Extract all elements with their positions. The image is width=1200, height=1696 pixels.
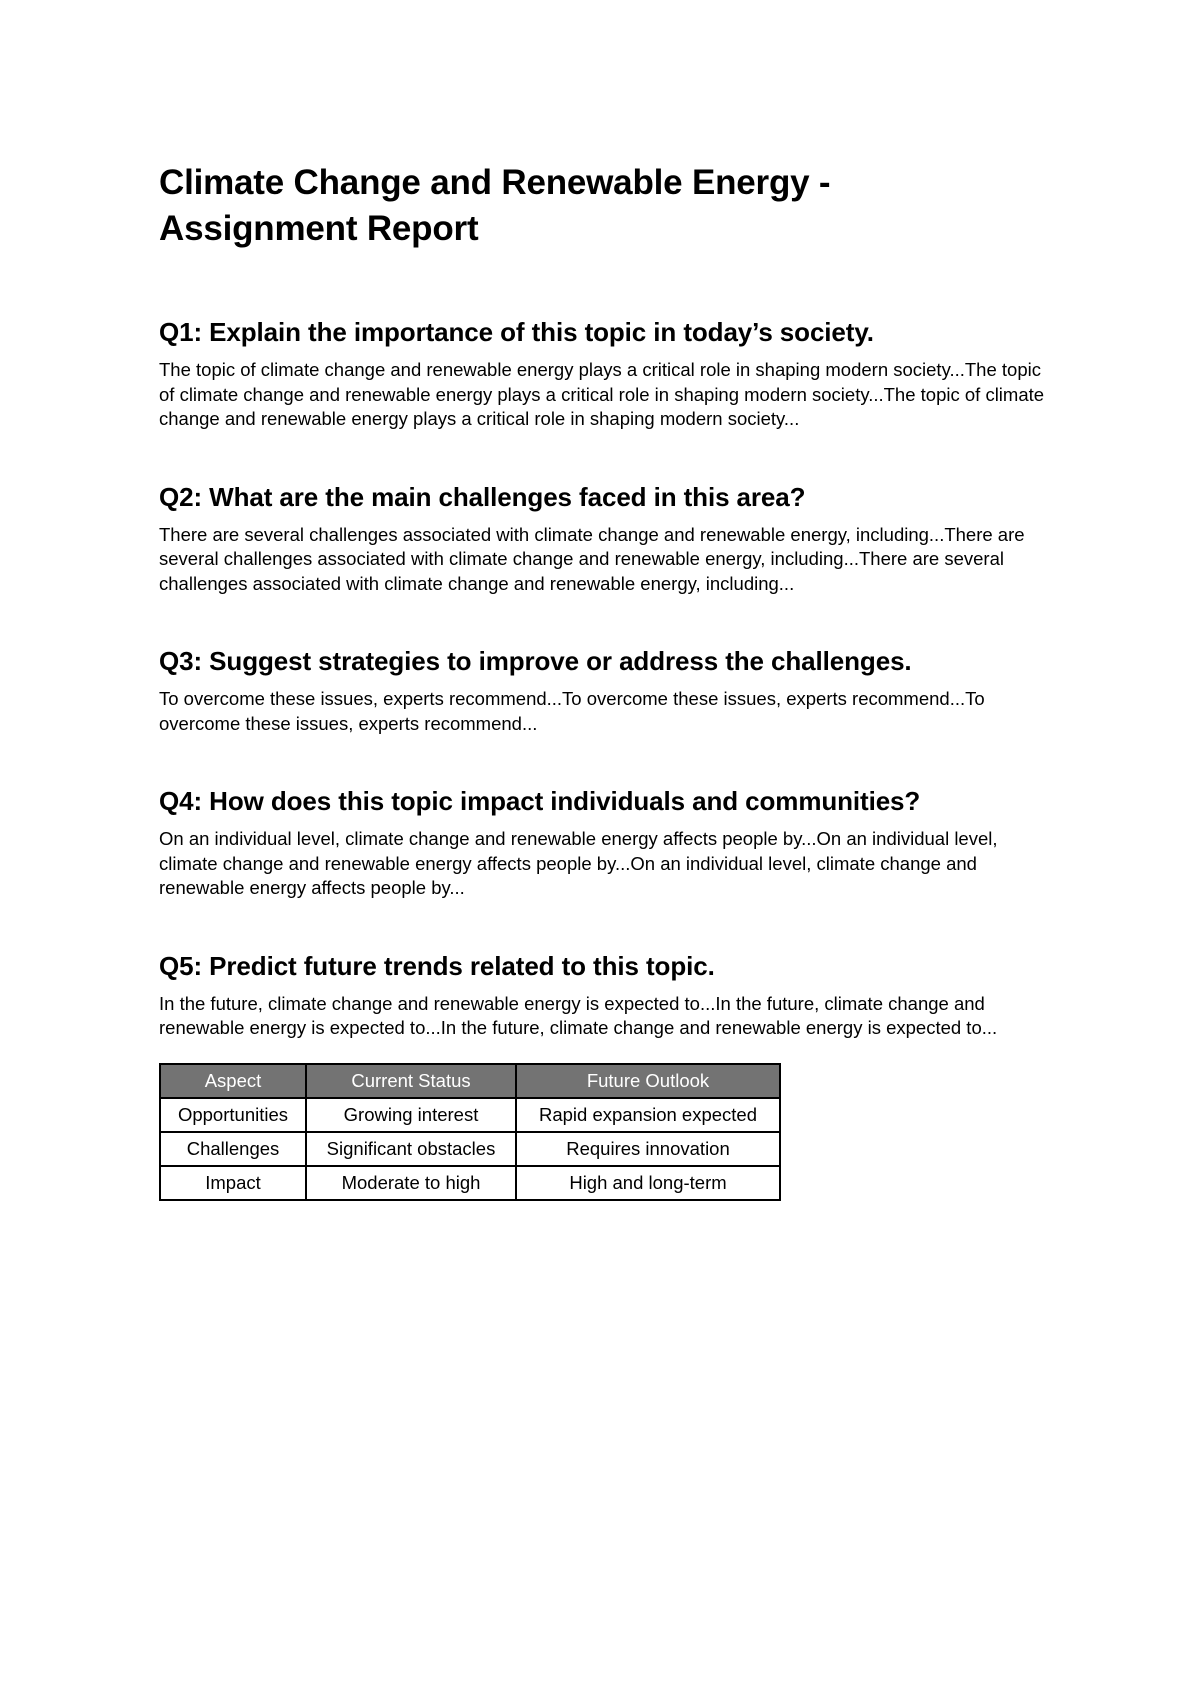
- header-current-status: Current Status: [306, 1064, 516, 1098]
- answer-text-q2: There are several challenges associated with climate change and renewable energy, including...There are several challenges associated with climate change and renewable energy, including...There are several challenges associated with climate change and renewable energy, including...: [159, 523, 1025, 594]
- summary-table: [159, 1063, 781, 1201]
- section-q5: [159, 950, 1059, 1041]
- title-line-2: Assignment Report: [159, 209, 479, 248]
- table-cell: Growing interest: [306, 1098, 516, 1132]
- table-cell: Challenges: [160, 1132, 306, 1166]
- table-row: [160, 1132, 780, 1166]
- table-row: [160, 1166, 780, 1200]
- section-q3: [159, 645, 1059, 736]
- table-cell: Moderate to high: [306, 1166, 516, 1200]
- header-future-outlook: Future Outlook: [516, 1064, 780, 1098]
- table-cell: Significant obstacles: [306, 1132, 516, 1166]
- title-line-1: Climate Change and Renewable Energy -: [159, 163, 831, 202]
- table-cell: Requires innovation: [516, 1132, 780, 1166]
- answer-text-q1: The topic of climate change and renewable energy plays a critical role in shaping modern society...The topic of climate change and renewable energy plays a critical role in shaping modern society...The topic of climate change and renewable energy plays a critical role in shaping modern society...: [159, 359, 1045, 429]
- answer-text-q3: To overcome these issues, experts recommend...To overcome these issues, experts recommend...To overcome these issues, experts recommend...: [159, 688, 985, 734]
- table-header-row: [160, 1064, 780, 1098]
- question-heading-q3: Q3: Suggest strategies to improve or address the challenges.: [159, 646, 912, 676]
- answer-text-q4: On an individual level, climate change and renewable energy affects people by...On an individual level, climate change and renewable energy affects people by...On an individual level, climate change and renewable energy affects people by...: [159, 828, 998, 898]
- table-cell: Rapid expansion expected: [516, 1098, 780, 1132]
- document-page: [159, 160, 1059, 1201]
- question-heading-q4: Q4: How does this topic impact individuals and communities?: [159, 786, 921, 816]
- table-row: [160, 1098, 780, 1132]
- table-cell: Opportunities: [160, 1098, 306, 1132]
- section-q1: [159, 316, 1059, 432]
- table-cell: High and long-term: [516, 1166, 780, 1200]
- section-q4: [159, 785, 1059, 901]
- question-heading-q5: Q5: Predict future trends related to this topic.: [159, 950, 715, 981]
- section-q2: [159, 481, 1059, 597]
- header-aspect: Aspect: [160, 1064, 306, 1098]
- answer-text-q5: In the future, climate change and renewable energy is expected to...In the future, climate change and renewable energy is expected to...In the future, climate change and renewable energy is expected to...: [159, 992, 998, 1038]
- document-title: [159, 160, 919, 252]
- question-heading-q2: Q2: What are the main challenges faced in this area?: [159, 481, 806, 512]
- table-cell: Impact: [160, 1166, 306, 1200]
- question-heading-q1: Q1: Explain the importance of this topic in today’s society.: [159, 317, 874, 347]
